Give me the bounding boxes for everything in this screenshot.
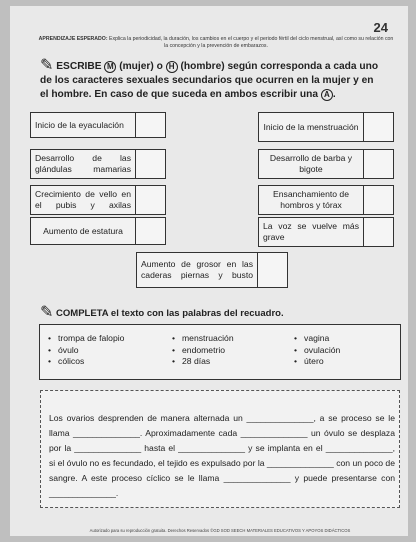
- item-vello-pubis: [30, 185, 166, 215]
- circled-a-icon: A: [321, 89, 333, 101]
- instruction-text-b: (hombre) según corresponda a cada uno de los caracteres sexuales secundarios que ocurren en la mujer y en el hombre. En caso de que suceda en ambos escribir una: [40, 61, 379, 100]
- word-item: • cólicos: [48, 356, 124, 368]
- item-label: Desarrollo de barba y bigote: [269, 153, 353, 174]
- item-label: Inicio de la eyaculación: [35, 119, 124, 130]
- learning-objective: [36, 36, 396, 50]
- word-item: • endometrio: [172, 345, 234, 357]
- item-eyaculacion: [30, 112, 166, 138]
- pencil-icon: ✎: [40, 304, 54, 321]
- item-label: La voz se vuelve más grave: [263, 221, 359, 242]
- pencil-icon: ✎: [40, 57, 54, 74]
- instruction-verb: ESCRIBE: [56, 61, 102, 72]
- item-estatura: [30, 217, 166, 245]
- item-hombros-torax: [258, 185, 394, 215]
- answer-box[interactable]: [135, 150, 165, 178]
- answer-box[interactable]: [363, 186, 393, 214]
- item-barba-bigote: [258, 149, 394, 179]
- instruction-text-end: .: [332, 89, 336, 100]
- item-label: Aumento de grosor en las caderas piernas y busto: [141, 259, 253, 280]
- section2-title: [40, 304, 284, 321]
- answer-box[interactable]: [135, 186, 165, 214]
- item-label: Crecimiento de vello en el pubis y axilas: [35, 189, 131, 210]
- word-column-1: [48, 333, 124, 368]
- word-item: • 28 días: [172, 356, 234, 368]
- section1-instruction: [40, 57, 382, 102]
- word-item: • menstruación: [172, 333, 234, 345]
- word-column-3: [294, 333, 340, 368]
- item-menstruacion: [258, 112, 394, 142]
- answer-box[interactable]: [363, 113, 393, 141]
- answer-box[interactable]: [363, 218, 393, 246]
- section2-title-text: COMPLETA el texto con las palabras del recuadro.: [56, 308, 284, 319]
- word-item: • vagina: [294, 333, 340, 345]
- item-voz-grave: [258, 217, 394, 247]
- instruction-text-a: (mujer) o: [119, 61, 163, 72]
- fill-in-text-box: [40, 390, 400, 508]
- word-item: • óvulo: [48, 345, 124, 357]
- item-label: Inicio de la menstruación: [263, 121, 359, 132]
- word-column-2: [172, 333, 234, 368]
- learning-objective-text: Explica la periodicidad, la duración, los cambios en el cuerpo y el periodo fértil del ciclo menstrual, así como su relación con la concepción y la prevención de embarazos.: [109, 36, 394, 49]
- answer-box[interactable]: [363, 150, 393, 178]
- item-glandulas-mamarias: [30, 149, 166, 179]
- word-item: • trompa de falopio: [48, 333, 124, 345]
- item-label: Ensanchamiento de hombros y tórax: [273, 189, 349, 210]
- circled-m-icon: M: [104, 61, 116, 73]
- footer-copyright: Autorizado para su reproducción gratuita. Derechos Reservados ©GD SOD SEECH MATERIALES EDUCATIVOS Y APOYOS DIDÁCTICOS: [89, 528, 351, 533]
- answer-box[interactable]: [135, 113, 165, 137]
- fill-in-paragraph[interactable]: Los ovarios desprenden de manera alternada un ______________, a se proceso se le llama ______________. Aproximadamente cada ______________ un óvulo se desplaza por la ______________ hasta el ______________ y se implanta en el ______________, si el óvulo no es fecundado, el tejido es expulsado por la ______________ con un poco de sangre. A este proceso cíclico se le llama ______________ y puede presentarse con ______________.: [49, 413, 395, 498]
- worksheet-page: [10, 6, 408, 536]
- learning-objective-label: APRENDIZAJE ESPERADO:: [38, 36, 108, 42]
- item-label: Desarrollo de las glándulas mamarias: [35, 153, 131, 174]
- circled-h-icon: H: [166, 61, 178, 73]
- word-bank: [39, 324, 401, 380]
- page-number: 24: [373, 20, 388, 35]
- answer-box[interactable]: [257, 253, 287, 287]
- item-label: Aumento de estatura: [43, 225, 123, 236]
- item-caderas: [136, 252, 288, 288]
- word-item: • ovulación: [294, 345, 340, 357]
- word-item: • útero: [294, 356, 340, 368]
- answer-box[interactable]: [135, 218, 165, 244]
